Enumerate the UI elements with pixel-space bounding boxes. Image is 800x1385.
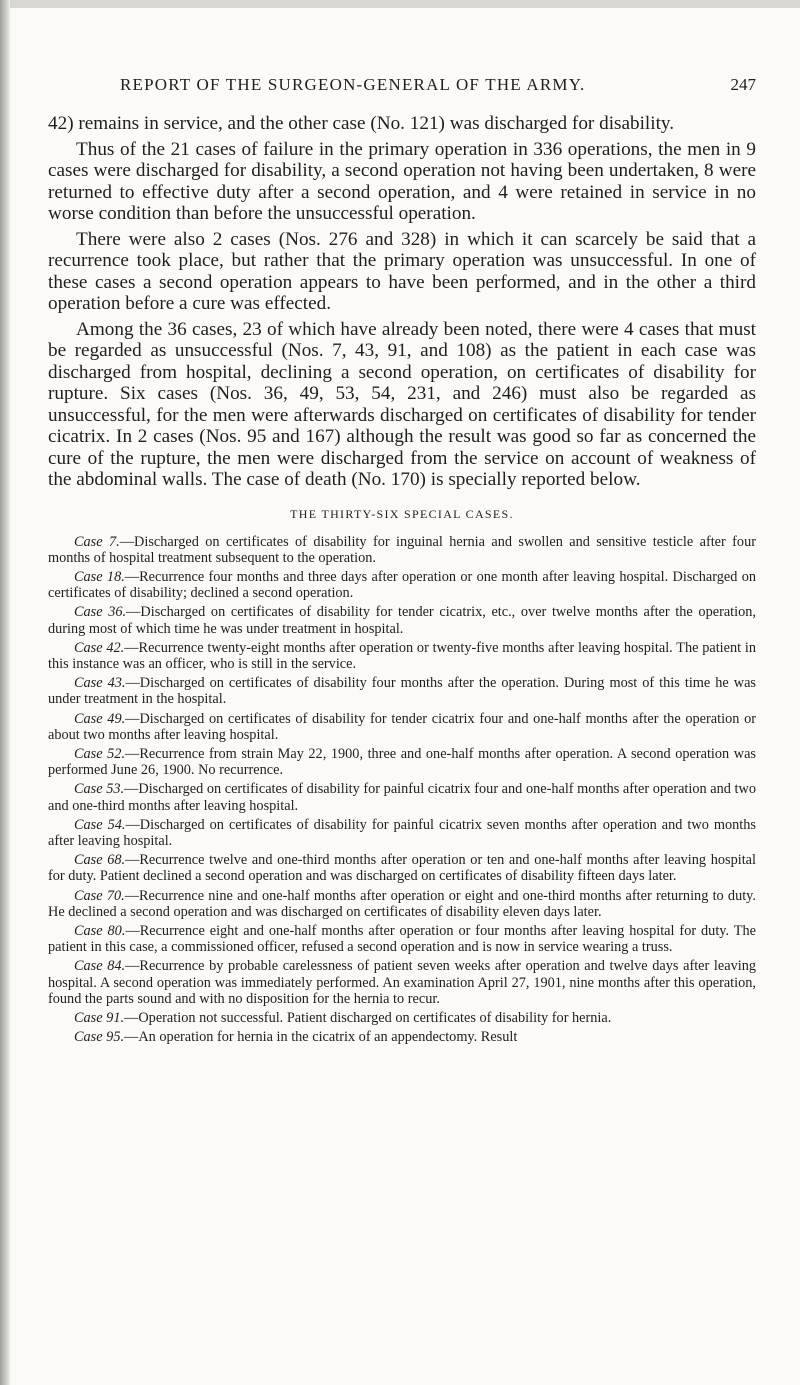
case-text: —Discharged on certificates of disability for tender cicatrix, etc., over twelve months after the operation, during most of which time he was under treatment in hospital.: [48, 604, 756, 637]
page-number: 247: [730, 75, 756, 94]
case-entry: [48, 640, 756, 672]
case-entry: [48, 604, 756, 636]
section-heading: THE THIRTY-SIX SPECIAL CASES.: [290, 506, 514, 521]
case-label: Case 54.: [74, 816, 126, 833]
case-entry: [48, 569, 756, 601]
page-binding-edge: [0, 0, 10, 1385]
running-header: [48, 75, 756, 103]
case-entry: [48, 746, 756, 778]
case-label: Case 80.: [74, 922, 126, 939]
case-label: Case 52.: [74, 745, 126, 762]
paragraph-failures-summary: Thus of the 21 cases of failure in the primary operation in 336 operations, the men in 9 cases were discharged for disability, a second operation not having been undertaken, 8 were returned to effective duty after a second operation, and 4 were retained in service in no worse condition than before the unsuccessful operation.: [48, 138, 756, 224]
case-text: —Discharged on certificates of disability for tender cicatrix four and one-half months after the operation or about two months after leaving hospital.: [48, 710, 756, 743]
case-text: —Operation not successful. Patient discharged on certificates of disability for hernia.: [124, 1009, 612, 1026]
case-text: —Discharged on certificates of disability for inguinal hernia and swollen and sensitive testicle after four months of hospital treatment subsequent to the operation.: [48, 533, 756, 566]
case-label: Case 84.: [74, 958, 126, 975]
case-list: [48, 534, 756, 1046]
case-entry: [48, 888, 756, 920]
paragraph-continuation: 42) remains in service, and the other case (No. 121) was discharged for disability.: [48, 113, 675, 134]
case-text: —Discharged on certificates of disability for painful cicatrix seven months after operation and two months after leaving hospital.: [48, 816, 756, 849]
case-label: Case 53.: [74, 781, 125, 798]
case-text: —Recurrence twelve and one-third months after operation or ten and one-half months after leaving hospital for duty. Patient declined a second operation and was discharged on certificates of disability fifteen days later.: [48, 852, 756, 885]
case-label: Case 91.: [74, 1009, 125, 1026]
case-text: —Recurrence twenty-eight months after operation or twenty-five months after leaving hospital. The patient in this instance was an officer, who is still in the service.: [48, 639, 756, 672]
header-title: REPORT OF THE SURGEON-GENERAL OF THE ARMY.: [120, 75, 586, 94]
paragraph-unsuccessful-primary: There were also 2 cases (Nos. 276 and 328) in which it can scarcely be said that a recurrence took place, but rather that the primary operation was unsuccessful. In one of these cases a second operation appears to have been performed, and in the other a third operation before a cure was effected.: [48, 228, 756, 314]
case-text: —Recurrence from strain May 22, 1900, three and one-half months after operation. A second operation was performed June 26, 1900. No recurrence.: [48, 745, 756, 779]
case-entry: [48, 923, 756, 955]
case-label: Case 7.: [74, 533, 120, 550]
case-label: Case 49.: [74, 710, 126, 727]
case-entry: [48, 1010, 756, 1026]
paragraph-thirty-six-cases: Among the 36 cases, 23 of which have already been noted, there were 4 cases that must be regarded as unsuccessful (Nos. 7, 43, 91, and 108) as the patient in each case was discharged from hospital, declining a second operation, on certificates of disability for rupture. Six cases (Nos. 36, 49, 53, 54, 231, and 246) must also be regarded as unsuccessful, for the men were afterwards discharged on certificates of disability for tender cicatrix. In 2 cases (Nos. 95 and 167) although the result was good so far as concerned the cure of the rupture, the men were discharged from the service on account of weakness of the abdominal walls. The case of death (No. 170) is specially reported below.: [48, 318, 756, 490]
case-entry: [48, 711, 756, 743]
page-top-edge: [0, 0, 800, 8]
case-text: —An operation for hernia in the cicatrix of an appendectomy. Result: [124, 1029, 518, 1046]
case-text: —Recurrence by probable carelessness of patient seven weeks after operation and twelve days after leaving hospital. A second operation was immediately performed. An examination April 27, 1901, nine months after this operation, found the parts sound and with no disposition for the hernia to recur.: [48, 958, 757, 1007]
case-entry: [48, 781, 756, 813]
case-entry: [48, 534, 756, 566]
case-label: Case 43.: [74, 675, 126, 692]
case-label: Case 70.: [74, 887, 125, 904]
case-entry: [48, 817, 756, 849]
document-page: [48, 75, 756, 1048]
case-text: —Discharged on certificates of disability four months after the operation. During most of this time he was under treatment in the hospital.: [48, 675, 756, 708]
case-entry: [48, 958, 756, 1007]
case-label: Case 68.: [74, 852, 126, 869]
case-label: Case 18.: [74, 568, 125, 585]
case-text: —Recurrence four months and three days after operation or one month after leaving hospital. Discharged on certificates of disability; declined a second operation.: [48, 568, 756, 602]
case-text: —Recurrence nine and one-half months after operation or eight and one-third months after returning to duty. He declined a second operation and was discharged on certificates of disability eleven days later.: [48, 887, 756, 920]
case-entry: [48, 1029, 756, 1045]
case-label: Case 95.: [74, 1029, 125, 1046]
case-label: Case 42.: [74, 639, 125, 656]
case-entry: [48, 675, 756, 707]
case-entry: [48, 852, 756, 884]
case-text: —Recurrence eight and one-half months after operation or four months after leaving hospital for duty. The patient in this case, a commissioned officer, refused a second operation and is now in service wearing a truss.: [48, 922, 756, 956]
case-text: —Discharged on certificates of disability for painful cicatrix four and one-half months after operation and two and one-third months after leaving hospital.: [48, 781, 756, 814]
case-label: Case 36.: [74, 604, 127, 621]
